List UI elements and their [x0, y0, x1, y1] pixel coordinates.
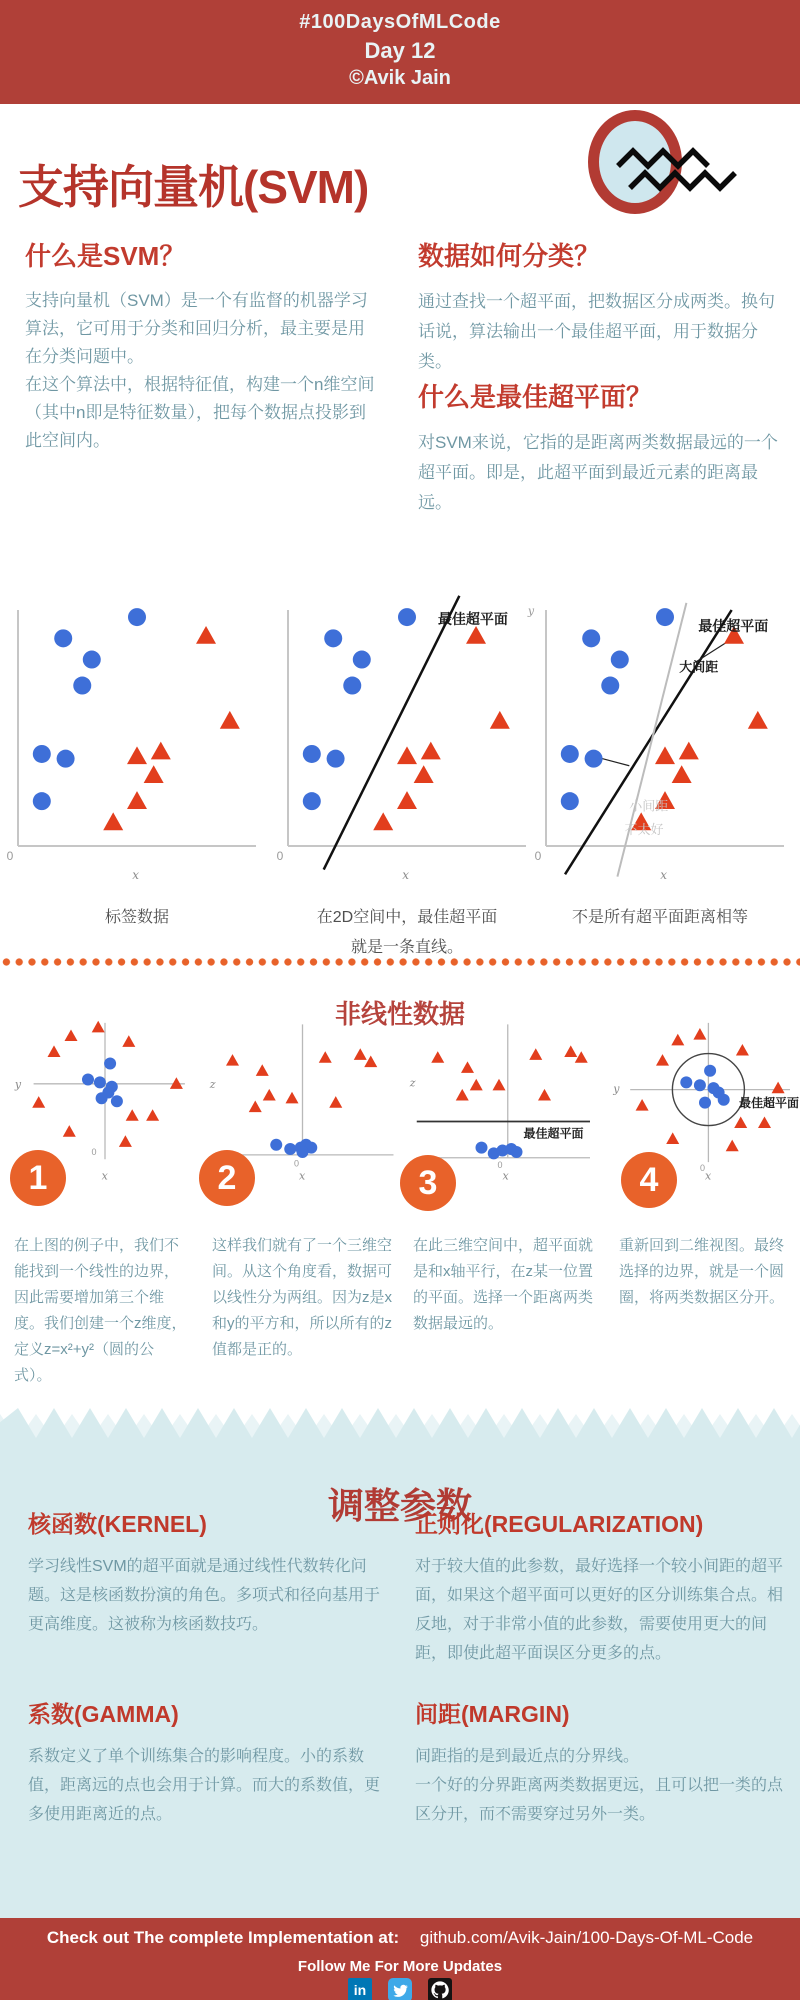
nonlinear-heading: 非线性数据	[334, 998, 465, 1029]
footer-github-url[interactable]: github.com/Avik-Jain/100-Days-Of-ML-Code	[419, 1928, 754, 1947]
github-icon[interactable]	[428, 1978, 452, 2000]
wave-divider-svg	[0, 1400, 800, 1444]
step-badge-4: 4	[621, 1152, 677, 1208]
mini-plot-xy	[14, 1020, 190, 1183]
param-margin	[415, 1696, 787, 1829]
svg-text:0: 0	[293, 1158, 299, 1169]
banner-author: ©Avik Jain	[349, 67, 451, 89]
svg-text:0: 0	[699, 1162, 705, 1173]
svg-text:x: x	[101, 1169, 108, 1183]
kernel-heading: 核函数(KERNEL)	[28, 1511, 207, 1537]
svg-text:x: x	[132, 868, 140, 883]
step-badge-2: 2	[199, 1150, 255, 1206]
what-is-paragraph-2: 在这个算法中，根据特征值，构建一个n维空间（其中n即是特征数量），把每个数据点投影到此空间内。	[25, 375, 375, 450]
svg-text:x: x	[402, 868, 410, 883]
svg-text:x: x	[705, 1169, 712, 1183]
svg-text:y: y	[613, 1082, 620, 1096]
how-classify-paragraph: 通过查找一个超平面，把数据区分成两类。换句话说，算法输出一个最佳超平面，用于数据分类。	[418, 292, 775, 371]
svg-text:x: x	[299, 1169, 306, 1183]
how-classify-heading: 数据如何分类？	[418, 241, 601, 271]
zigzag-logo-icon	[616, 146, 746, 202]
step-text-4: 重新回到二维视图。最终选择的边界，就是一个圆圈，将两类数据区分开。	[619, 1237, 785, 1306]
scatter-plot-margins	[527, 604, 784, 883]
step-text-2: 这样我们就有了一个三维空间。从这个角度看，数据可以线性分为两组。因为z是x和y的平方和，所以所有的z值都是正的。	[212, 1237, 393, 1358]
section-what-is-svm	[25, 236, 379, 455]
scatter-plot-best-hyperplane	[276, 610, 526, 883]
step-text-1: 在上图的例子中，我们不能找到一个线性的边界，因此需要增加第三个维度。我们创建一个z维度，定义z=x²+y²（圆的公式）。	[14, 1237, 187, 1384]
scatter-plot-labeled-data	[6, 610, 256, 883]
best-hyperplane-paragraph: 对SVM来说，它指的是距离两类数据最远的一个超平面。即是，此超平面到最近元素的距离最远。	[418, 433, 778, 512]
top-banner	[0, 0, 800, 104]
svg-text:0: 0	[534, 849, 542, 864]
svg-text:y: y	[527, 604, 535, 618]
regularization-body: 对于较大值的此参数，最好选择一个较小间距的超平面，如果这个超平面可以更好的区分训练集合点。相反地，对于非常小值的此参数，需要使用更大的间距，即使此超平面误区分更多的点。	[415, 1558, 784, 1662]
param-kernel	[28, 1506, 390, 1639]
svg-text:最佳超平面: 最佳超平面	[698, 618, 769, 635]
footer	[0, 1918, 800, 2000]
footer-implementation-line	[0, 1928, 800, 1948]
svg-text:不太好: 不太好	[624, 822, 664, 838]
linkedin-icon[interactable]: in	[348, 1978, 372, 2000]
svg-text:0: 0	[276, 849, 284, 864]
mini-plot-zx	[209, 1020, 390, 1183]
banner-hashtag: #100DaysOfMLCode	[299, 11, 501, 33]
what-is-paragraph-1: 支持向量机（SVM）是一个有监督的机器学习算法，它可用于分类和回归分析，最主要是用在分类问题中。	[25, 291, 368, 366]
footer-follow-text: Follow Me For More Updates	[297, 1958, 503, 1975]
banner-day: Day 12	[364, 38, 436, 63]
gamma-body: 系数定义了单个训练集合的影响程度。小的系数值，距离远的点也会用于计算。而大的系数值，更多使用距离近的点。	[28, 1748, 381, 1823]
svg-text:最佳超平面: 最佳超平面	[523, 1126, 584, 1141]
svg-text:0: 0	[6, 849, 14, 864]
param-gamma	[28, 1696, 390, 1829]
svg-text:大间距: 大间距	[679, 659, 719, 675]
section-classify-and-best	[418, 236, 790, 518]
regularization-heading: 正则化(REGULARIZATION)	[415, 1511, 704, 1537]
svg-text:小间距: 小间距	[629, 798, 669, 814]
svg-text:x: x	[660, 868, 668, 883]
tuning-heading: 调整参数	[327, 1484, 472, 1526]
margin-heading: 间距(MARGIN)	[415, 1701, 570, 1727]
mini-plot-3d-hyperplane	[409, 1020, 590, 1183]
svg-text:最佳超平面: 最佳超平面	[437, 611, 508, 628]
social-icons-row	[0, 1978, 800, 2000]
gamma-heading: 系数(GAMMA)	[28, 1701, 179, 1727]
step-badge-3: 3	[400, 1155, 456, 1211]
kernel-body: 学习线性SVM的超平面就是通过线性代数转化问题。这是核函数扮演的角色。多项式和径向基用于更高维度。这被称为核函数技巧。	[28, 1558, 381, 1633]
step-text-3: 在此三维空间中，超平面就是和x轴平行，在z某一位置的平面。选择一个距离两类数据最远的。	[413, 1237, 594, 1332]
dotted-divider	[0, 958, 800, 966]
best-hyperplane-heading: 什么是最佳超平面？	[418, 382, 653, 412]
svg-text:0: 0	[91, 1146, 97, 1157]
mini-plot-circle-boundary	[613, 1020, 800, 1183]
margin-body-2: 一个好的分界距离两类数据更远，且可以把一类的点区分开，而不需要穿过另外一类。	[415, 1777, 784, 1823]
what-is-heading: 什么是SVM？	[25, 241, 186, 271]
svg-text:z: z	[209, 1078, 216, 1092]
margin-body-1: 间距指的是到最近点的分界线。	[415, 1748, 640, 1765]
svg-text:y: y	[14, 1078, 22, 1092]
caption-line: 不是所有超平面距离相等	[571, 909, 748, 926]
svg-text:最佳超平面: 最佳超平面	[739, 1096, 800, 1110]
svg-text:0: 0	[497, 1159, 503, 1170]
caption-line: 标签数据	[104, 909, 169, 926]
twitter-icon[interactable]	[388, 1978, 412, 2000]
footer-implementation-label: Check out The complete Implementation at:	[46, 1928, 400, 1947]
svg-text:z: z	[409, 1076, 416, 1090]
svg-text:x: x	[502, 1169, 509, 1183]
caption-line: 就是一条直线。	[350, 939, 463, 956]
plot-caption-3	[526, 903, 794, 933]
param-regularization	[415, 1506, 787, 1668]
step-badge-1: 1	[10, 1150, 66, 1206]
plot-caption-2	[288, 903, 526, 963]
plot-caption-1	[8, 903, 266, 933]
caption-line: 在2D空间中，最佳超平面	[316, 909, 498, 926]
page-title: 支持向量机(SVM)	[18, 160, 369, 213]
